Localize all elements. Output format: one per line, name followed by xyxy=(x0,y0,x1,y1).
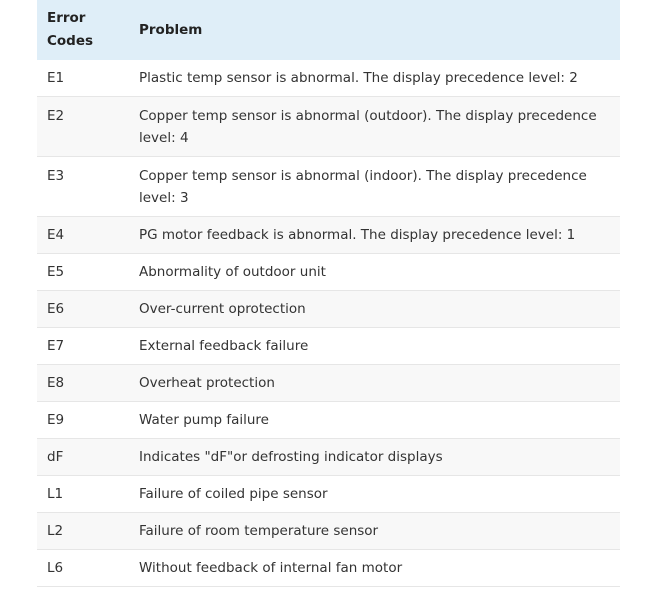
table-row xyxy=(37,476,620,513)
table-row xyxy=(37,550,620,587)
problem-cell: External feedback failure xyxy=(139,338,309,354)
error-code-cell: L6 xyxy=(47,560,64,576)
table-row xyxy=(37,217,620,254)
table-row xyxy=(37,513,620,550)
table-row xyxy=(37,365,620,402)
error-code-cell: L2 xyxy=(47,523,64,539)
error-code-cell: L1 xyxy=(47,486,64,502)
error-code-cell: E1 xyxy=(47,70,65,86)
table-row xyxy=(37,60,620,97)
table-row xyxy=(37,97,620,157)
table-row xyxy=(37,328,620,365)
error-code-cell: dF xyxy=(47,449,64,465)
error-code-cell: E8 xyxy=(47,375,65,391)
table-row xyxy=(37,157,620,217)
table-header xyxy=(37,0,620,60)
problem-cell: Failure of room temperature sensor xyxy=(139,523,379,539)
problem-cell: Over-current oprotection xyxy=(139,301,306,317)
header-row xyxy=(37,0,620,60)
problem-cell: Water pump failure xyxy=(139,412,269,428)
error-code-cell: E2 xyxy=(47,108,65,124)
header-error-codes: Error Codes xyxy=(47,10,94,49)
problem-cell: Copper temp sensor is abnormal (outdoor). The display precedence level: 4 xyxy=(139,108,597,146)
problem-cell: Plastic temp sensor is abnormal. The display precedence level: 2 xyxy=(139,70,578,86)
error-code-cell: E3 xyxy=(47,168,65,184)
error-codes-table-container xyxy=(37,0,620,587)
problem-cell: Abnormality of outdoor unit xyxy=(139,264,326,280)
problem-cell: PG motor feedback is abnormal. The display precedence level: 1 xyxy=(139,227,576,243)
table-body xyxy=(37,60,620,587)
error-code-cell: E6 xyxy=(47,301,65,317)
table-row xyxy=(37,439,620,476)
header-problem: Problem xyxy=(139,21,203,38)
error-code-cell: E4 xyxy=(47,227,65,243)
error-codes-table xyxy=(37,0,620,587)
table-row xyxy=(37,402,620,439)
problem-cell: Overheat protection xyxy=(139,375,275,391)
error-code-cell: E5 xyxy=(47,264,65,280)
error-code-cell: E9 xyxy=(47,412,65,428)
problem-cell: Indicates "dF"or defrosting indicator displays xyxy=(139,449,443,465)
table-row xyxy=(37,254,620,291)
error-code-cell: E7 xyxy=(47,338,65,354)
problem-cell: Copper temp sensor is abnormal (indoor). The display precedence level: 3 xyxy=(139,168,587,206)
table-row xyxy=(37,291,620,328)
problem-cell: Without feedback of internal fan motor xyxy=(139,560,403,576)
problem-cell: Failure of coiled pipe sensor xyxy=(139,486,328,502)
